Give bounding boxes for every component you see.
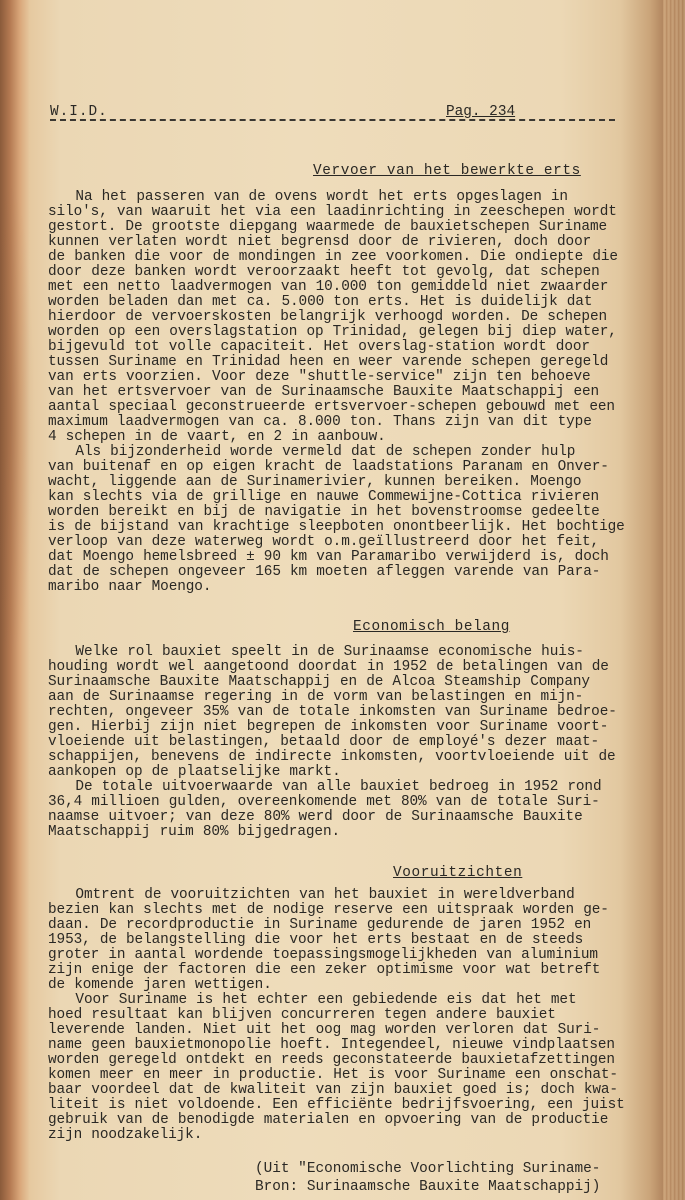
section-heading-economic: Economisch belang xyxy=(353,619,511,635)
section-text-outlook: Omtrent de vooruitzichten van het bauxiet in wereldverband bezien kan slechts met de nodige reserve een uitspraak worden ge- daan. De recordproductie in Suriname gedurende de jaren 1952 en 1953, de belangstelling die voor het erts bestaat en de steeds groter in aantal wordende toepassingsmogelijkheden van aluminium zijn enige der factoren die een zeker optimisme voor wat betreft de komende jaren wettigen. Voor Suriname is het echter een gebiedende eis dat het met hoed resultaat kan blijven concurreren tegen andere bauxiet leverende landen. Niet uit het oog mag worden verloren dat Suri- name geen bauxietmonopolie hoeft. Integendeel, nieuwe vindplaatsen worden geregeld ontdekt en reeds geconstateerde bauxietafzettingen komen meer en meer in productie. Het is voor Suriname een onschat- baar voordeel dat de kwaliteit van zijn bauxiet goed is; doch kwa- liteit is niet voldoende. Een efficiënte bedrijfsvoering, een juist gebruik van de benodigde materialen en opvoering van de productie zijn noodzakelijk. xyxy=(48,887,625,1143)
page-number: Pag. 234 xyxy=(446,104,516,120)
source-credit xyxy=(255,1160,650,1196)
credit-line-1: (Uit "Economische Voorlichting Suriname- xyxy=(255,1161,601,1177)
page-edge xyxy=(663,0,685,1200)
section-text-transport: Na het passeren van de ovens wordt het erts opgeslagen in silo's, van waaruit het via een laadinrichting in zeeschepen wordt gestort. De grootste diepgang waarmede de bauxietschepen Suriname kunnen verlaten wordt niet begrensd door de rivieren, doch door de banken die voor de mondingen in zee voorkomen. Die ondiepte die door deze banken wordt veroorzaakt heeft tot gevolg, dat schepen met een netto laadvermogen van 10.000 ton gemiddeld niet zwaarder worden beladen dan met ca. 5.000 ton erts. Het is duidelijk dat hierdoor de vervoerskosten belangrijk verhoogd worden. De schepen worden op een overslagstation op Trinidad, gelegen bij diep water, bijgevuld tot volle capaciteit. Het overslag-station wordt door tussen Suriname en Trinidad heen en weer varende schepen geregeld van erts voorzien. Voor deze "shuttle-service" zijn ten behoeve van het ertsvervoer van de Surinaamsche Bauxite Maatschappij een aantal speciaal geconstrueerde ertsvervoer-schepen gebouwd met een maximum laadvermogen van ca. 8.000 ton. Thans zijn van dit type 4 schepen in de vaart, en 2 in aanbouw. Als bijzonderheid worde vermeld dat de schepen zonder hulp van buitenaf en op eigen kracht de laadstations Paranam en Onver- wacht, liggende aan de Surinamerivier, kunnen bereiken. Moengo kan slechts via de grillige en nauwe Commewijne-Cottica rivieren worden bereikt en bij de navigatie in het bovenstroomse gedeelte is de bijstand van krachtige sleepboten onontbeerlijk. Het bochtige verloop van deze waterweg wordt o.m.geïllustreerd door het feit, dat Moengo hemelsbreed ± 90 km van Paramaribo verwijderd is, doch dat de schepen ongeveer 165 km moeten afleggen varende van Para- maribo naar Moengo. xyxy=(48,189,625,595)
section-heading-transport: Vervoer van het bewerkte erts xyxy=(313,163,581,179)
page-stain xyxy=(0,180,35,660)
section-heading-outlook: Vooruitzichten xyxy=(393,865,523,881)
header-left-label: W.I.D. xyxy=(50,104,108,120)
header-rule xyxy=(50,119,615,121)
page-header xyxy=(50,105,610,129)
document-page xyxy=(40,0,650,1200)
section-text-economic: Welke rol bauxiet speelt in de Surinaamse economische huis- houding wordt wel aangetoond doordat in 1952 de betalingen van de Surinaamsche Bauxite Maatschappij en de Alcoa Steamship Company aan de Surinaamse regering in de vorm van belastingen en mijn- rechten, ongeveer 35% van de totale inkomsten van Suriname bedroe- gen. Hierbij zijn niet begrepen de inkomsten voor Suriname voort- vloeiende uit belastingen, betaald door de employé's dezer maat- schappijen, benevens de indirecte inkomsten, voortvloeiende uit de aankopen op de plaatselijke markt. De totale uitvoerwaarde van alle bauxiet bedroeg in 1952 rond 36,4 millioen gulden, overeenkomende met 80% van de totale Suri- naamse uitvoer; van deze 80% werd door de Surinaamsche Bauxite Maatschappij ruim 80% bijgedragen. xyxy=(48,644,617,840)
credit-line-2: Bron: Surinaamsche Bauxite Maatschappij) xyxy=(255,1179,601,1195)
